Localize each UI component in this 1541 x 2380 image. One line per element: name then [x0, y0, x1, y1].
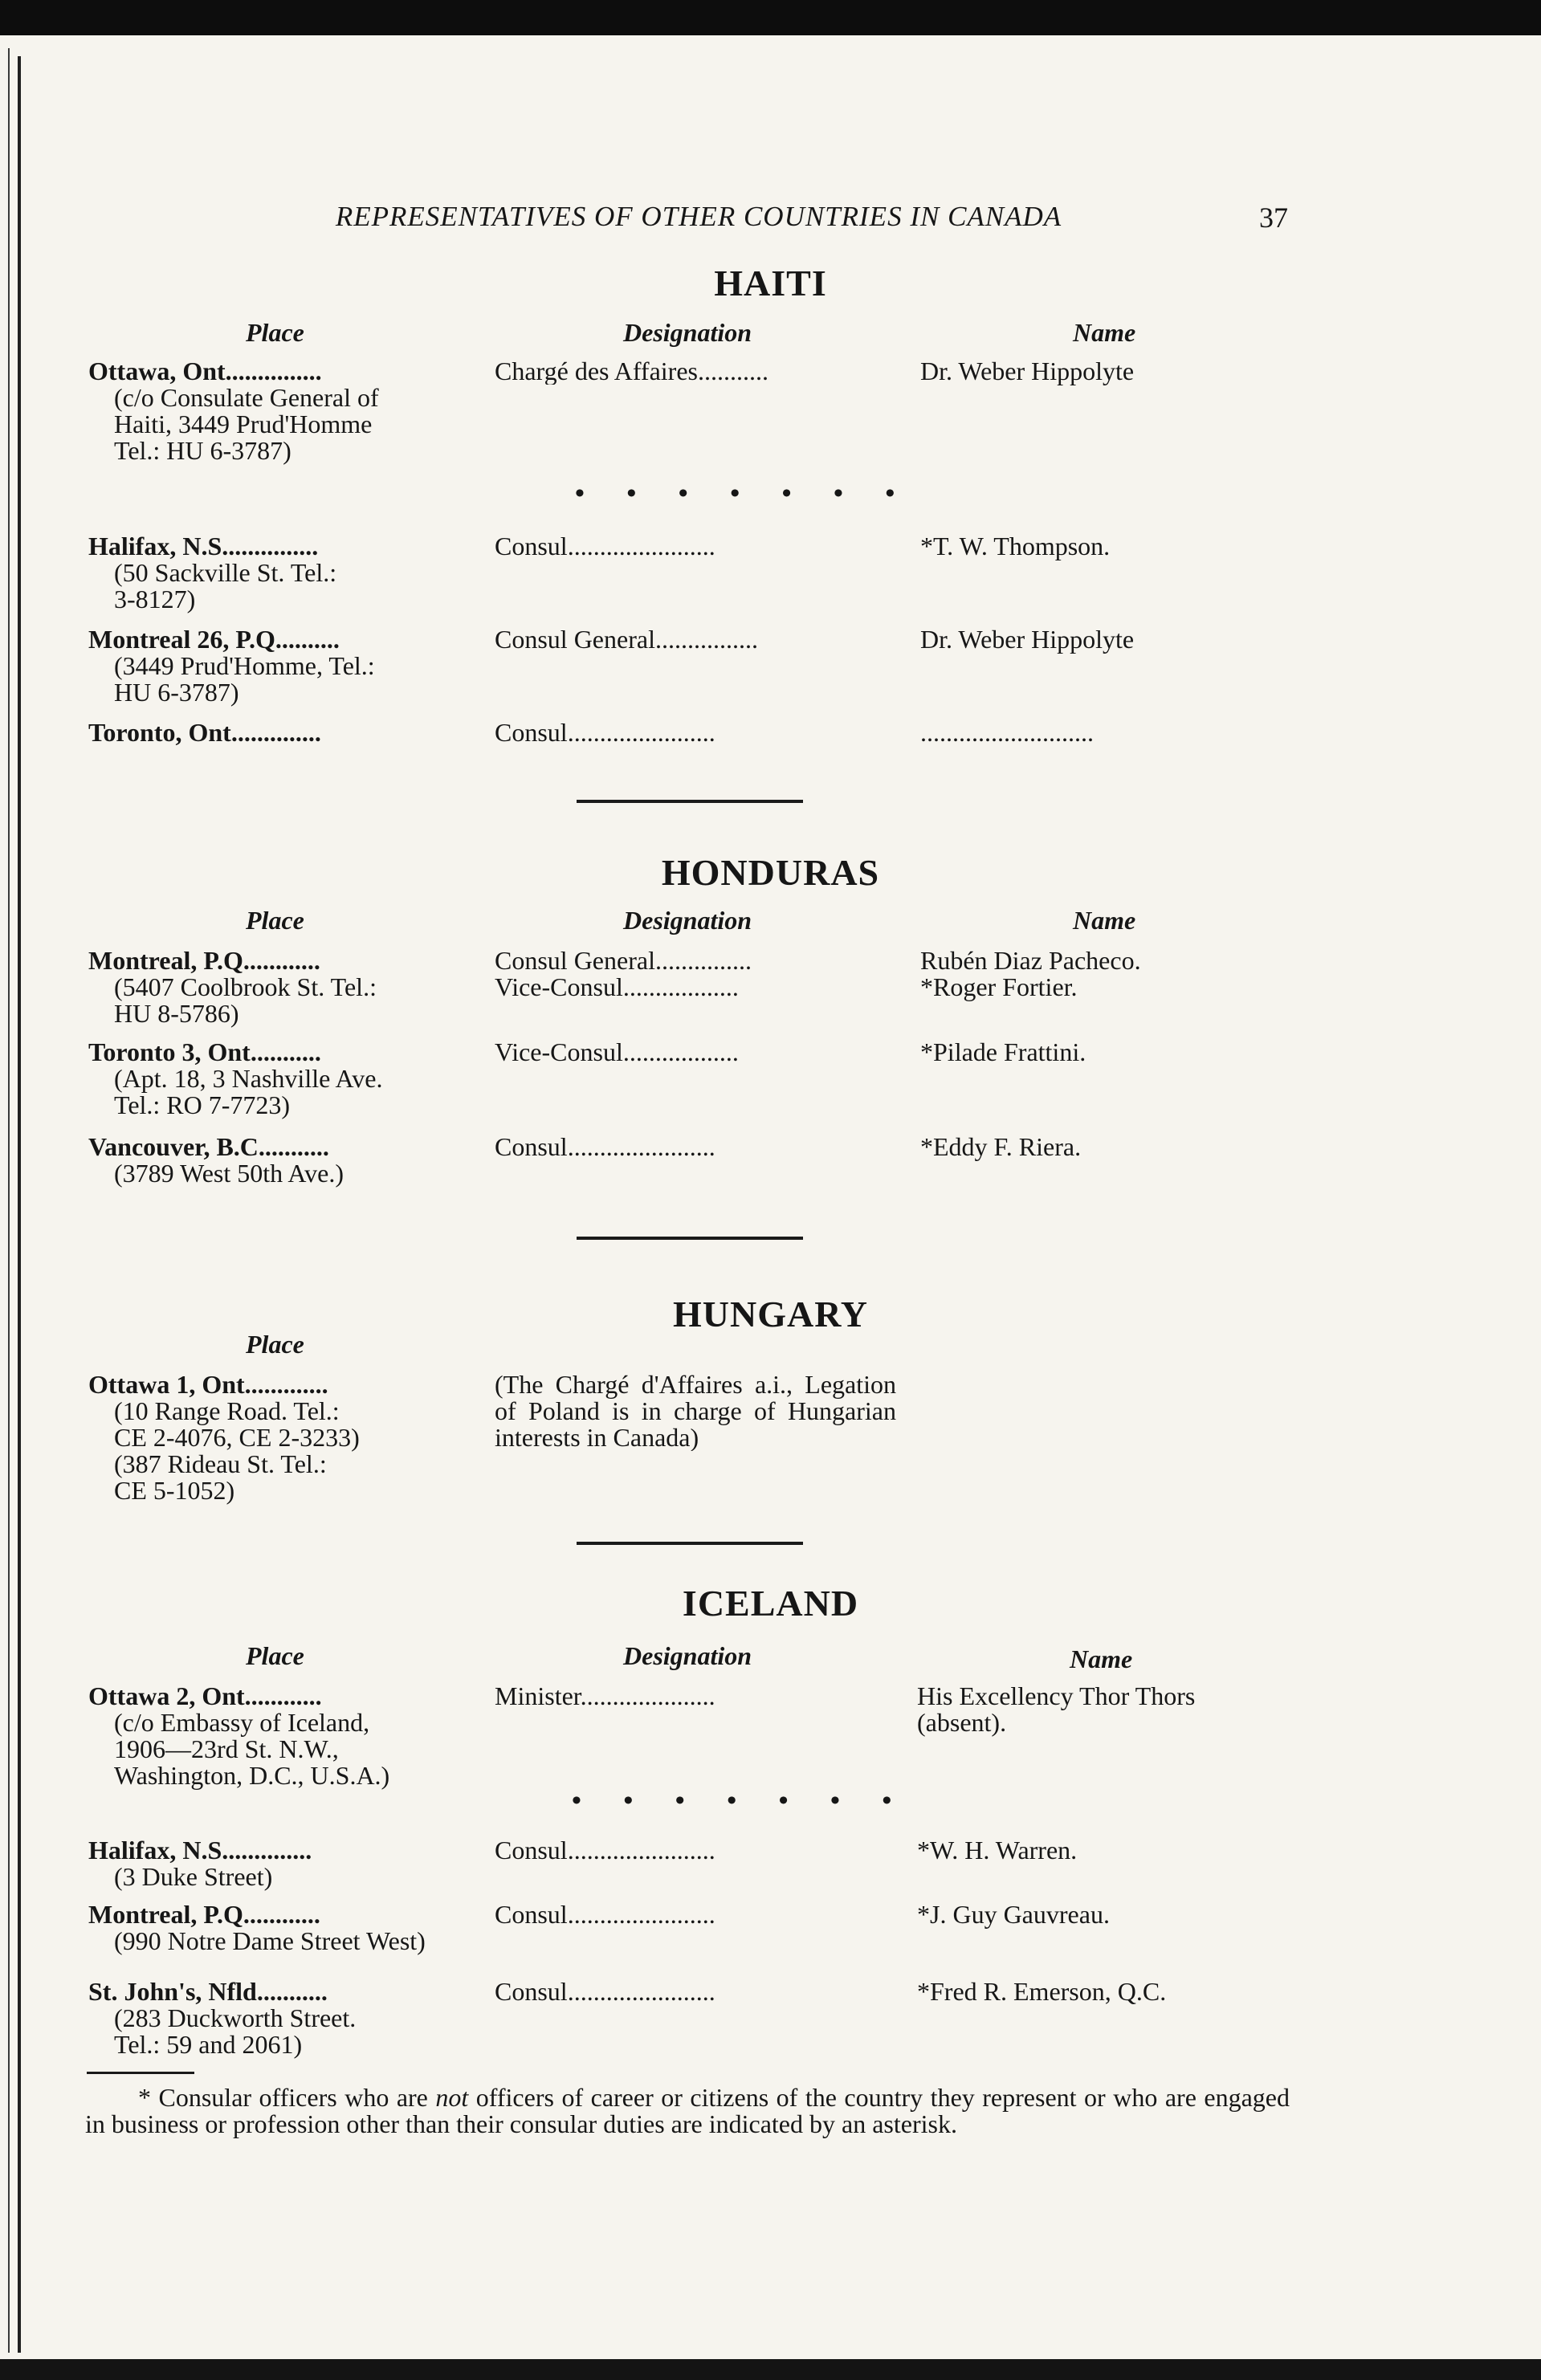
designation-note: (The Chargé d'Affaires a.i., Legation of Poland is in charge of Hungarian interests in Canada)	[495, 1371, 896, 1451]
section-separator-dots: • • • • • • •	[575, 479, 913, 508]
representative-name: *W. H. Warren.	[917, 1836, 1078, 1864]
page-number: 37	[1259, 202, 1288, 234]
representative-name: His Excellency Thor Thors (absent).	[917, 1681, 1196, 1737]
column-header-designation: Designation	[623, 1641, 752, 1670]
designation: Minister.....................	[495, 1683, 715, 1710]
place-address: (10 Range Road. Tel.: CE 2-4076, CE 2-3233) (387 Rideau St. Tel.: CE 5-1052)	[114, 1396, 360, 1505]
binding-edge-line	[8, 48, 10, 2353]
column-header-designation: Designation	[623, 318, 752, 347]
column-header-designation: Designation	[623, 906, 752, 935]
place-address: (3449 Prud'Homme, Tel.: HU 6-3787)	[114, 651, 375, 707]
representative-name: *Eddy F. Riera.	[920, 1132, 1082, 1161]
column-header-name: Name	[1073, 318, 1136, 347]
footnote-emphasis: not	[435, 2083, 469, 2112]
place-city: Montreal 26, P.Q..........	[88, 626, 340, 653]
representative-name: *T. W. Thompson.	[920, 532, 1111, 560]
country-heading-hungary: HUNGARY	[672, 1294, 869, 1335]
scan-top-border	[0, 0, 1541, 35]
footnote-text: Consular officers who are	[151, 2083, 436, 2112]
place-address: (c/o Consulate General of Haiti, 3449 Prud'Homme Tel.: HU 6-3787)	[114, 383, 379, 465]
designation: Consul General................	[495, 626, 758, 653]
country-heading-honduras: HONDURAS	[661, 852, 880, 893]
place-address: (5407 Coolbrook St. Tel.: HU 8-5786)	[114, 972, 377, 1028]
section-divider	[577, 1542, 803, 1545]
representative-name: Dr. Weber Hippolyte	[920, 625, 1135, 654]
place-address: (3789 West 50th Ave.)	[114, 1159, 344, 1188]
country-heading-haiti: HAITI	[714, 263, 827, 304]
designation: Consul.......................	[495, 1979, 715, 2005]
designation: Consul General............... Vice-Consul..................	[495, 948, 752, 1000]
column-header-place: Place	[246, 1330, 304, 1359]
designation: Consul.......................	[495, 719, 715, 746]
designation: Vice-Consul..................	[495, 1039, 739, 1066]
scan-bottom-border	[0, 2359, 1541, 2380]
designation: Consul.......................	[495, 1837, 715, 1864]
place-address: (283 Duckworth Street. Tel.: 59 and 2061)	[114, 2003, 357, 2059]
place-address: (c/o Embassy of Iceland, 1906—23rd St. N.W., Washington, D.C., U.S.A.)	[114, 1708, 390, 1790]
running-head: REPRESENTATIVES OF OTHER COUNTRIES IN CANADA	[335, 201, 1062, 232]
place-city: Halifax, N.S...............	[88, 533, 319, 560]
designation: Consul.......................	[495, 533, 715, 560]
binding-edge-rule	[18, 56, 21, 2353]
designation: Chargé des Affaires...........	[495, 358, 768, 385]
section-separator-dots: • • • • • • •	[572, 1786, 910, 1816]
place-city: Ottawa 2, Ont............	[88, 1683, 322, 1710]
representative-name: *Pilade Frattini.	[920, 1037, 1086, 1066]
country-heading-iceland: ICELAND	[682, 1583, 859, 1624]
place-address: (50 Sackville St. Tel.: 3-8127)	[114, 558, 337, 613]
column-header-place: Place	[246, 906, 304, 935]
column-header-place: Place	[246, 318, 304, 347]
place-city: St. John's, Nfld...........	[88, 1979, 328, 2005]
footnote-text: officers of career or citizens of the country they represent or who are engaged in business or profession other than their consular duties are indicated by an asterisk.	[85, 2083, 1290, 2138]
place-city: Toronto, Ont..............	[88, 719, 321, 746]
column-header-name: Name	[1073, 906, 1136, 935]
representative-name: ...........................	[920, 719, 1094, 746]
place-address: (Apt. 18, 3 Nashville Ave. Tel.: RO 7-7723)	[114, 1064, 383, 1119]
designation: Consul.......................	[495, 1134, 715, 1160]
place-city: Ottawa 1, Ont.............	[88, 1371, 328, 1398]
place-city: Montreal, P.Q............	[88, 948, 320, 974]
designation: Consul.......................	[495, 1901, 715, 1928]
place-city: Ottawa, Ont...............	[88, 358, 322, 385]
place-city: Montreal, P.Q............	[88, 1901, 320, 1928]
footnote-rule	[87, 2072, 194, 2074]
footnote-marker: *	[138, 2083, 151, 2112]
representative-name: *J. Guy Gauvreau.	[917, 1900, 1110, 1929]
place-city: Toronto 3, Ont...........	[88, 1039, 321, 1066]
representative-name: *Fred R. Emerson, Q.C.	[917, 1977, 1167, 2006]
place-city: Vancouver, B.C...........	[88, 1134, 329, 1160]
column-header-place: Place	[246, 1641, 304, 1670]
place-address: (3 Duke Street)	[114, 1862, 273, 1891]
representative-name: Rubén Diaz Pacheco. *Roger Fortier.	[920, 946, 1141, 1001]
representative-name: Dr. Weber Hippolyte	[920, 357, 1135, 385]
footnote	[85, 2085, 1290, 2138]
section-divider	[577, 1237, 803, 1240]
place-city: Halifax, N.S..............	[88, 1837, 312, 1864]
section-divider	[577, 800, 803, 803]
place-address: (990 Notre Dame Street West)	[114, 1926, 426, 1955]
column-header-name: Name	[1070, 1644, 1133, 1673]
